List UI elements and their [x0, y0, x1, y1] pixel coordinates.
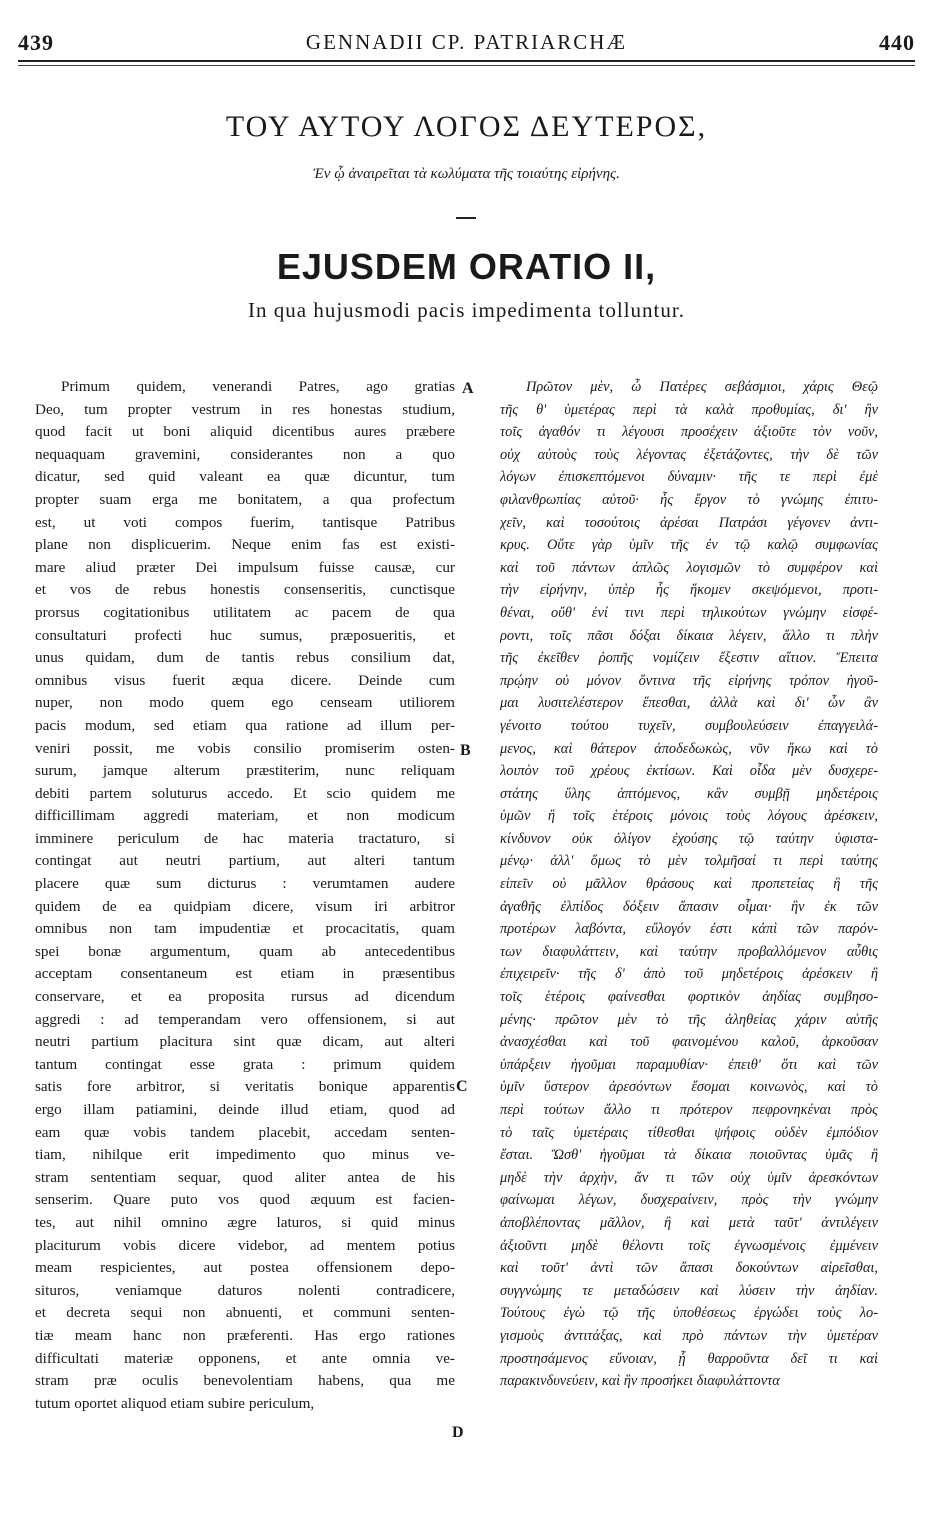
greek-text-line: τῆς ἐκεῖθεν ῥοπῆς νομίζειν ἔξεστιν αἴτιον. Ἔπειτα [500, 650, 878, 667]
margin-marker-c: C [456, 1078, 468, 1095]
greek-text-line: τῆς θ' ὑμετέρας περὶ τὰ καλὰ προθυμίας, δι' ἣν [500, 401, 878, 418]
greek-text-line: ὑμῶν ἢ τοῖς ἑτέροις μόνοις τοὺς λόγους ἀρέσκειν, [500, 808, 878, 825]
running-head [18, 30, 915, 62]
latin-text-line: Primum quidem, venerandi Patres, ago gratias [61, 378, 455, 395]
latin-text-line: surum, jamque alterum præstiterim, nunc reliquam [35, 762, 455, 780]
margin-marker-b: B [460, 742, 471, 759]
latin-text-line: imminere periculum de hac materia tractaturo, si [35, 829, 455, 847]
greek-text-line: ἀγαθῆς ἐλπίδος δόξειν ἅπασιν οἶμαι· ἣν ἐκ τῶν [500, 898, 878, 915]
greek-text-line: Πρῶτον μὲν, ὦ Πατέρες σεβάσμιοι, χάρις Θεῷ [526, 379, 878, 395]
greek-text-line: παρακινδυνεύειν, καὶ ἣν προσήκει διαφυλάττοντα [500, 1373, 780, 1390]
latin-text-line: tes, aut nihil omnino ægre laturos, si quid minus [35, 1213, 455, 1231]
greek-text-line: χεῖν, καὶ τοσούτοις ἀρέσαι Πατράσι γέγονεν ἀντι- [500, 514, 878, 531]
greek-text-line: καὶ τοῦ πάντων ἁπλῶς λογισμῶν τὸ συμφέρον καὶ [500, 559, 878, 576]
greek-text-line: κίνδυνον οὐκ ὀλίγον ἐχούσης τῷ ταύτην ὑφιστα- [500, 830, 878, 847]
greek-text-line: μένῳ· ἀλλ' ὅμως τὸ μὲν τολμῆσαί τι περὶ ταύτης [500, 853, 878, 870]
latin-text-line: et decreta sequi non abnuenti, et communi senten- [35, 1304, 455, 1322]
latin-subtitle: In qua hujusmodi pacis impedimenta tolluntur. [248, 298, 685, 322]
latin-text-line: situros, veniamque daturos nolenti contradicere, [35, 1281, 455, 1299]
latin-text-line: omnibus non tam impudentiæ et procacitatis, quam [35, 920, 455, 938]
latin-text-line: meam respicientes, aut postea offensionem depo- [35, 1259, 455, 1277]
greek-text-line: στάτης ὕλης ἁπτόμενος, κἂν συμβῇ μηδετέροις [500, 785, 878, 802]
latin-text-line: pacis modum, sed etiam qua ratione ad illum per- [35, 716, 455, 734]
greek-text-line: πρῴην οὐ μόνον ὅντινα τῆς εἰρήνης τρόπον ἡγοῦ- [500, 672, 878, 689]
greek-text-line: τοῖς ἑτέροις φαίνεσθαι φορτικὸν ἀηδίας συμβησο- [500, 989, 878, 1006]
latin-text-line: difficultati materiæ opponens, et ante omnia ve- [35, 1349, 455, 1367]
margin-marker-d: D [452, 1424, 464, 1441]
greek-text-line: τὴν εἰρήνην, ὑπὲρ ἧς ἥκομεν σκεψόμενοι, προτι- [500, 582, 878, 599]
section-divider [456, 217, 476, 219]
latin-text-line: eam quæ vobis tandem placebit, accedam senten- [35, 1123, 455, 1141]
latin-text-line: placere quæ sum dicturus : verumtamen audere [35, 875, 455, 893]
latin-text-line: placiturum vobis dicere videbor, ad mentem potius [35, 1236, 455, 1254]
latin-text-line: satis fore arbitror, si veritatis bonique apparentis [35, 1078, 455, 1096]
greek-text-line: ἀνασχέσθαι καὶ τοῦ φαινομένου καλοῦ, ἀρκοῦσαν [500, 1034, 878, 1051]
greek-text-line: μενος, καὶ θάτερον ἀποδεδωκὼς, νῦν ἥκω καὶ τὸ [500, 740, 878, 757]
running-title: GENNADII CP. PATRIARCHÆ [305, 30, 628, 54]
greek-text-line: εἰπεῖν οὐ μᾶλλον θράσους καὶ προπετείας ἢ τῆς [500, 876, 878, 893]
latin-text-line: prorsus cogitationibus utilitatem ac pacem de qua [35, 603, 455, 621]
margin-marker-a: A [462, 380, 474, 397]
latin-text-line: stram præ oculis benevolentiam habens, qua me [35, 1372, 455, 1390]
latin-text-line: tiæ meam hanc non præferenti. Has ergo rationes [35, 1326, 455, 1344]
latin-text-line: et vos de rebus honestis consenseritis, cunctisque [35, 581, 455, 599]
greek-text-line: ροντι, τοῖς πᾶσι δόξαι δίκαια λέγειν, ἄλλο τι πλὴν [500, 627, 878, 644]
latin-text-line: propter suam erga me bonitatem, a qua profectum [35, 490, 455, 508]
latin-text-line: senserim. Quare puto vos quod æquum est facien- [35, 1191, 455, 1209]
greek-text-line: καὶ τοῦτ' ἀντὶ τῶν ἅπασι δοκούντων αἱρεῖσθαι, [500, 1260, 878, 1277]
greek-text-line: ἐπιχειρεῖν· τῆς δ' ἀπὸ τοῦ μηδετέροις ἀρέσκειν ἢ [500, 966, 878, 983]
greek-text-line: των διαφυλάττειν, καὶ ταύτην προβαλλόμενον αὖθις [500, 943, 878, 960]
latin-text-line: tiam, nihilque erit impedimento quo minus ve- [35, 1146, 455, 1164]
latin-text-line: dicatur, sed quid valeant ea quæ dicuntur, tum [35, 468, 455, 486]
latin-text-line: contingat aut neutri partium, aut alteri tantum [35, 852, 455, 870]
latin-text-line: stram sententiam sequar, quod aliter antea de his [35, 1168, 455, 1186]
latin-text-line: conservare, et ea proposita rursus ad dicendum [35, 988, 455, 1006]
greek-text-line: μένης· πρῶτον μὲν τὸ τῆς ἀληθείας χάριν αὐτῆς [500, 1011, 878, 1028]
latin-text-line: quod facit ut boni aliquid dicentibus aures præbere [35, 423, 455, 441]
greek-text-line: προτέρων λαβόντα, εὔλογόν ἐστι κἀπὶ τῶν παρόν- [500, 921, 878, 938]
greek-text-line: γισμοὺς ἀντιτάξας, καὶ πρὸ πάντων τὴν ὑμετέραν [500, 1327, 878, 1344]
latin-text-line: consultaturi profecti huc sumus, præposueritis, et [35, 626, 455, 644]
latin-text-line: spei bonæ argumentum, quam ab antecedentibus [35, 942, 455, 960]
latin-column [35, 376, 455, 1415]
greek-text-line: λόγων ἐπισκεπτόμενοι δύναμιν· τῆς τε περὶ ἐμὲ [500, 469, 878, 486]
page-number-right: 440 [879, 30, 915, 55]
greek-text-line: τὸ ταῖς ὑμετέραις τίθεσθαι ψήφοις οὐδὲν ἐμπόδιον [500, 1124, 878, 1141]
latin-text-line: nuper, non modo quem ego censeam utiliorem [35, 694, 455, 712]
greek-text-line: λοιπὸν τοῦ χρέους ἐκτίσων. Καὶ οἶδα μὲν δυσχερε- [500, 763, 878, 780]
greek-text-line: συγγνώμης τε μεταδώσειν καὶ λύσειν τὴν ἀηδίαν. [500, 1282, 878, 1299]
greek-text-line: κρυς. Οὔτε γὰρ ὑμῖν τῆς ἐν τῷ καλῷ συμφωνίας [500, 537, 878, 554]
latin-text-line: unus quidam, dum de tantis rebus consilium dat, [35, 649, 455, 667]
greek-text-line: φιλανθρωπίας αὐτοῦ· ἧς ἔργον τὸ γνώμης ἐπιτυ- [500, 491, 878, 508]
latin-text-line: tutum oportet aliquod etiam subire periculum, [35, 1394, 315, 1412]
greek-text-line: ἔσται. Ὥσθ' ἡγοῦμαι τὰ δίκαια ποιοῦντας ὑμᾶς ἢ [500, 1147, 878, 1164]
greek-text-line: ἀποβλέποντας μᾶλλον, ἢ καὶ μετὰ ταῦτ' ἀντιλέγειν [500, 1214, 878, 1231]
greek-text-line: ἀξιοῦντι μηδὲ θέλοντι τοῖς ἐγνωσμένοις ἐμμένειν [500, 1237, 878, 1254]
greek-text-line: περὶ τούτων ἄλλο τι πρότερον πεφρονηκέναι πρὸς [500, 1102, 878, 1118]
greek-subtitle: Ἐν ᾧ ἀναιρεῖται τὰ κωλύματα τῆς τοιαύτης εἰρήνης. [313, 166, 620, 182]
latin-text-line: neutri partium placitura sint quæ dicam, aut alteri [35, 1033, 455, 1051]
latin-text-line: quidem de ea quidpiam dicere, visum iri arbitror [35, 897, 455, 915]
latin-text-line: est, ut voti compos fuerim, tantisque Patribus [35, 513, 455, 531]
latin-text-line: plane non displicuerim. Neque enim fas est existi- [35, 536, 455, 554]
latin-text-line: omnibus visus fuerit æqua dicere. Deinde cum [35, 671, 455, 689]
latin-text-line: veniri possit, me vobis consilio promiserim osten- [35, 739, 455, 757]
greek-text-line: τοῖς ἀγαθόν τι λέγουσι προσέχειν ἀξιοῦτε τὸν νοῦν, [500, 424, 878, 441]
greek-text-line: θέναι, οὔθ' ἑνί τινι περὶ τηλικούτων γνώμην εἰσφέ- [500, 604, 878, 621]
greek-text-line: ὑπάρξειν ἡγοῦμαι παραμυθίαν· ἐπειθ' ὅτι καὶ τῶν [500, 1056, 878, 1073]
greek-text-line: μαι λυσιτελέστερον ἕπεσθαι, ἀλλὰ καὶ δι' ὧν ἂν [500, 695, 878, 712]
latin-text-line: acceptam consentaneum est etiam in præsentibus [35, 965, 455, 983]
latin-text-line: tantum contingat esse grata : primum quidem [35, 1055, 455, 1073]
greek-title: ΤΟΥ ΑΥΤΟΥ ΛΟΓΟΣ ΔΕΥΤΕΡΟΣ, [225, 110, 708, 143]
header-rule [18, 65, 915, 66]
latin-text-line: mare aliud præter Dei impulsum fuisse causæ, cur [35, 558, 455, 576]
latin-text-line: aggredi : ad temperandam vero offensionem, si aut [35, 1010, 455, 1028]
page-number-left: 439 [18, 30, 54, 55]
greek-text-line: Τούτους ἐγὼ τῷ τῆς ὑποθέσεως ἐργώδει τοὺς λο- [500, 1305, 878, 1322]
greek-text-line: μηδὲ τὴν ἀρχὴν, ἄν τι τῶν οὐχ ὑμῖν ἀρεσκόντων [500, 1169, 878, 1186]
greek-text-line: ὑμῖν ὕστερον ἀρεσόντων ἔσομαι κοινωνὸς, καὶ τὸ [500, 1079, 878, 1096]
greek-text-line: φαίνωμαι λέγων, δυσχεραίνειν, πρὸς τὴν γνώμην [500, 1192, 878, 1209]
latin-text-line: Deo, tum propter vestrum in res honestas studium, [35, 400, 455, 418]
latin-text-line: ergo illam patiamini, deinde illud etiam, quod ad [35, 1101, 455, 1118]
latin-text-line: debiti partem soluturus accedo. Et scio quidem me [35, 784, 455, 802]
latin-text-line: nequaquam gravemini, considerantes non a quo [35, 445, 455, 463]
latin-title: EJUSDEM ORATIO II, [276, 246, 657, 287]
greek-text-line: προστησάμενος εὔνοιαν, ᾗ θαρροῦντα δεῖ τι καὶ [500, 1350, 878, 1367]
latin-text-line: difficillimam aggredi materiam, et non modicum [35, 807, 455, 825]
greek-text-line: οὐχ αὐτοὺς τοὺς λέγοντας ἐξετάζοντες, τὴν δὲ τῶν [500, 446, 878, 463]
greek-column [500, 376, 878, 1393]
greek-text-line: γένοιτο τούτου τυχεῖν, συμβουλεύσειν ἐπαγγειλά- [500, 717, 878, 734]
